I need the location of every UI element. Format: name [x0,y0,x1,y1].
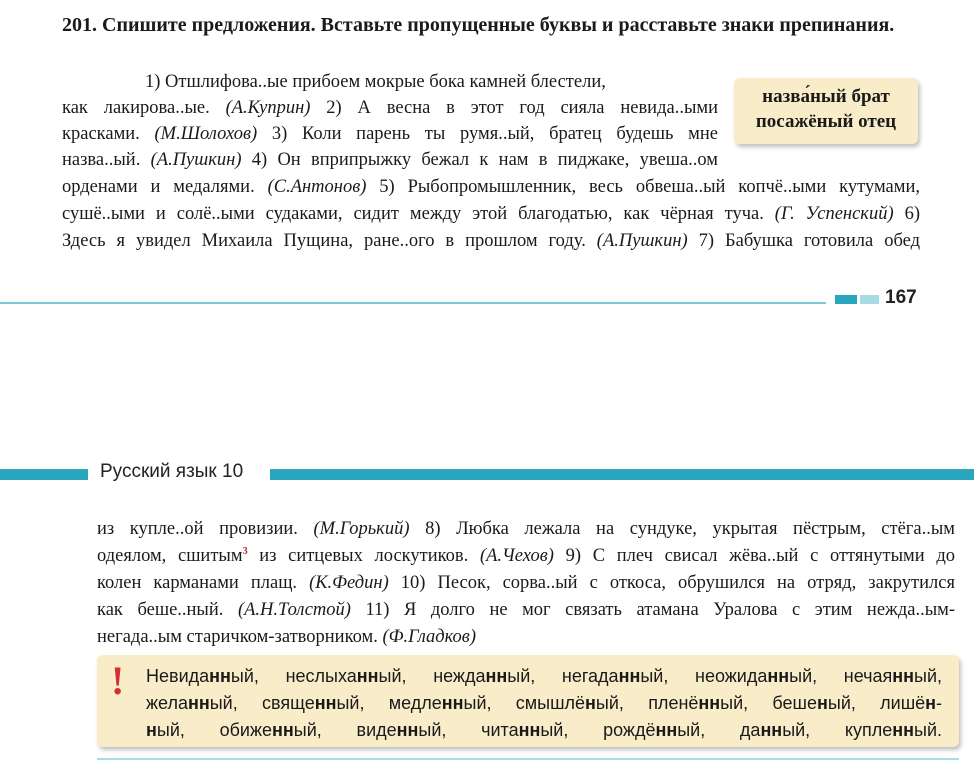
rule-line-3 [146,717,942,743]
author-citation: (М.Шолохов) [154,124,258,144]
text-line: из купле..ой провизии. (М.Горький) 8) Любка лежала на сундуке, укрытая пёстрым, стёга..ым [97,519,955,539]
header-bar-right [270,469,974,480]
page-divider [0,302,826,304]
author-citation: (К.Федин) [309,573,389,593]
rule-word: рождённый, [603,720,740,740]
author-citation: (С.Антонов) [267,177,367,197]
text-line: одеялом, сшитым$^3$ из ситцевых лоскутиков. (А.Чехов) 9) С плеч свисал жёва..ый с оттянутыми до [97,545,955,566]
exclamation-icon: ! [111,658,125,703]
rule-word: священный, [261,693,389,713]
rule-word: неожиданный, [695,666,844,686]
page-marker-dark [835,295,857,304]
rule-word: лишён- [880,693,943,713]
highlighted-suffix: н [817,693,828,713]
rule-word: негаданный, [561,666,695,686]
text-line: Здесь я увидел Михаила Пущина, ране..ого в прошлом году. (А.Пушкин) 7) Бабушка готовила обед [62,231,920,251]
author-citation: (М.Горький) [313,519,410,539]
highlighted-suffix: нн [356,666,379,686]
text-line: как лакирова..ые. (А.Куприн) 2) А весна в этот год сияла невида..ыми [62,98,718,118]
spelling-note-box [734,78,918,144]
text-line: орденами и медалями. (С.Антонов) 5) Рыбопромышленник, весь обвеша..ый копчё..ыми кутумами, [62,177,921,197]
highlighted-suffix: нн [618,666,641,686]
highlighted-suffix: нн [441,693,464,713]
text-line: сушё..ыми и солё..ыми судаками, сидит между этой благодатью, как чёрная туча. (Г. Успенский) 6) [62,204,920,224]
rule-word: обиженный, [219,720,357,740]
text-line: как беше..ный. (А.Н.Толстой) 11) Я долго не мог связать атамана Уралова с этим нежда..ым- [97,600,955,620]
author-citation: (А.Н.Толстой) [237,600,351,620]
book-title: Русский язык 10 [100,461,244,482]
author-citation: (Г. Успенский) [774,204,894,224]
task-title: 201. Спишите предложения. Вставьте пропущенные буквы и расставьте знаки препинания. [62,14,895,36]
author-citation: (Ф.Гладков) [382,627,476,647]
highlighted-suffix: нн [760,720,783,740]
footnote-marker: 3 [242,545,248,557]
page-number: 167 [885,287,917,308]
highlighted-suffix: нн [892,720,914,740]
highlighted-suffix: нн [314,693,337,713]
text-line: назва..ый. (А.Пушкин) 4) Он вприпрыжку бежал к нам в пиджаке, увеша..ом [62,150,719,170]
rule-word: пленённый, [648,693,773,713]
text-line: 1) Отшлифова..ые прибоем мокрые бока камней блестели, [145,72,606,92]
rule-word: нечаянный, [843,666,943,686]
rule-word: желанный, [146,693,262,713]
author-citation: (А.Пушкин) [596,231,688,251]
highlighted-suffix: нн [396,720,419,740]
author-citation: (А.Куприн) [225,98,311,118]
rule-word: неслыханный, [285,666,434,686]
text-line: колен карманами плащ. (К.Федин) 10) Песок, сорва..ый с откоса, обрушился на отряд, закрутился [97,573,955,593]
text-line: негада..ым старичком-затворником. (Ф.Гладков) [97,627,476,647]
bottom-divider [97,758,959,760]
author-citation: (А.Чехов) [479,546,554,566]
note-line-1: назва́ный брат [762,86,890,107]
highlighted-suffix: н [925,693,937,713]
note-line-2: посажёный отец [755,111,897,132]
header-bar-left [0,469,88,480]
rule-word: данный, [739,720,845,740]
highlighted-suffix: нн [892,666,915,686]
rule-word: нежданный, [433,666,562,686]
rule-word: Невиданный, [146,666,286,686]
rule-line-2 [146,690,942,716]
highlighted-suffix: нн [485,666,508,686]
rule-word: виденный, [356,720,482,740]
highlighted-suffix: нн [187,693,210,713]
page-marker-light [860,295,879,304]
highlighted-suffix: н [146,720,157,740]
rule-word: медленный, [388,693,516,713]
highlighted-suffix: нн [518,720,541,740]
author-citation: (А.Пушкин) [150,150,242,170]
highlighted-suffix: нн [767,666,790,686]
highlighted-suffix: н [585,693,596,713]
highlighted-suffix: нн [209,666,231,686]
highlighted-suffix: нн [655,720,678,740]
rule-word: бешеный, [772,693,881,713]
rule-word: купленный. [844,720,942,740]
rule-word: ный, [146,720,220,740]
highlighted-suffix: нн [698,693,721,713]
rule-line-1 [146,663,942,689]
rule-word: смышлёный, [515,693,649,713]
highlighted-suffix: нн [272,720,294,740]
text-line: красками. (М.Шолохов) 3) Коли парень ты румя..ый, братец будешь мне [62,124,718,144]
rule-word: читанный, [481,720,604,740]
